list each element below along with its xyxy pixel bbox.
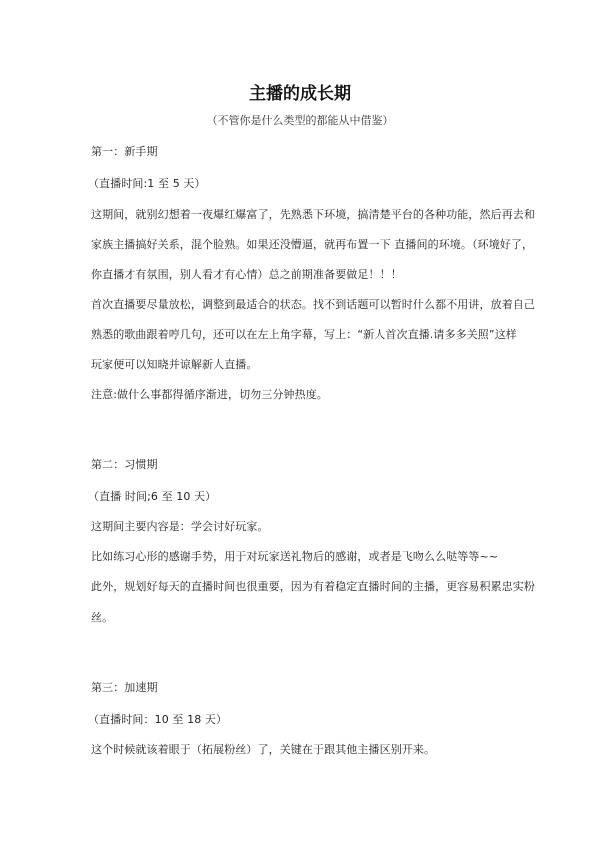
paragraph-line: 首次直播要尽量放松，调整到最适合的状态。找不到话题可以暂时什么都不用讲，放着自己	[91, 298, 535, 311]
section-duration: （直播 时间;6 至 10 天）	[88, 490, 217, 503]
paragraph-line: 这期间，就别幻想着一夜爆红爆富了，先熟悉下环境，搞清楚平台的各种功能，然后再去和	[91, 208, 535, 221]
section-duration: （直播时间:1 至 5 天）	[88, 177, 206, 190]
section-heading: 第二：习惯期	[91, 458, 158, 471]
paragraph-line: 此外，规划好每天的直播时间也很重要，因为有着稳定直播时间的主播，更容易积累忠实粉	[91, 580, 535, 593]
document-subtitle: （不管你是什么类型的都能从中借鉴）	[206, 114, 394, 127]
section-duration: （直播时间：10 至 18 天）	[88, 713, 228, 726]
section-heading: 第一：新手期	[91, 145, 158, 158]
paragraph-line: 比如练习心形的感谢手势，用于对玩家送礼物后的感谢，或者是飞吻么么哒等等~~	[91, 550, 499, 563]
section-heading: 第三：加速期	[91, 681, 158, 694]
paragraph-line: 丝。	[91, 611, 114, 624]
paragraph-line: 你直播才有氛围，别人看才有心情）总之前期准备要做足！！！	[91, 268, 402, 281]
paragraph-line: 这期间主要内容是：学会讨好玩家。	[91, 520, 269, 533]
note-line: 注意:做什么事都得循序渐进，切勿三分钟热度。	[91, 388, 328, 401]
paragraph-line: 家族主播搞好关系，混个脸熟。如果还没懵逼，就再布置一下 直播间的环境。（环境好了，	[91, 238, 534, 251]
paragraph-line: 这个时候就该着眼于（拓展粉丝）了，关键在于跟其他主播区别开来。	[91, 743, 436, 756]
paragraph-line: 玩家便可以知晓并谅解新人直播。	[91, 358, 258, 371]
document-title: 主播的成长期	[249, 84, 351, 104]
paragraph-line: 熟悉的歌曲跟着哼几句，还可以在左上角字幕，写上：“新人首次直播.请多多关照”这样	[91, 328, 517, 341]
